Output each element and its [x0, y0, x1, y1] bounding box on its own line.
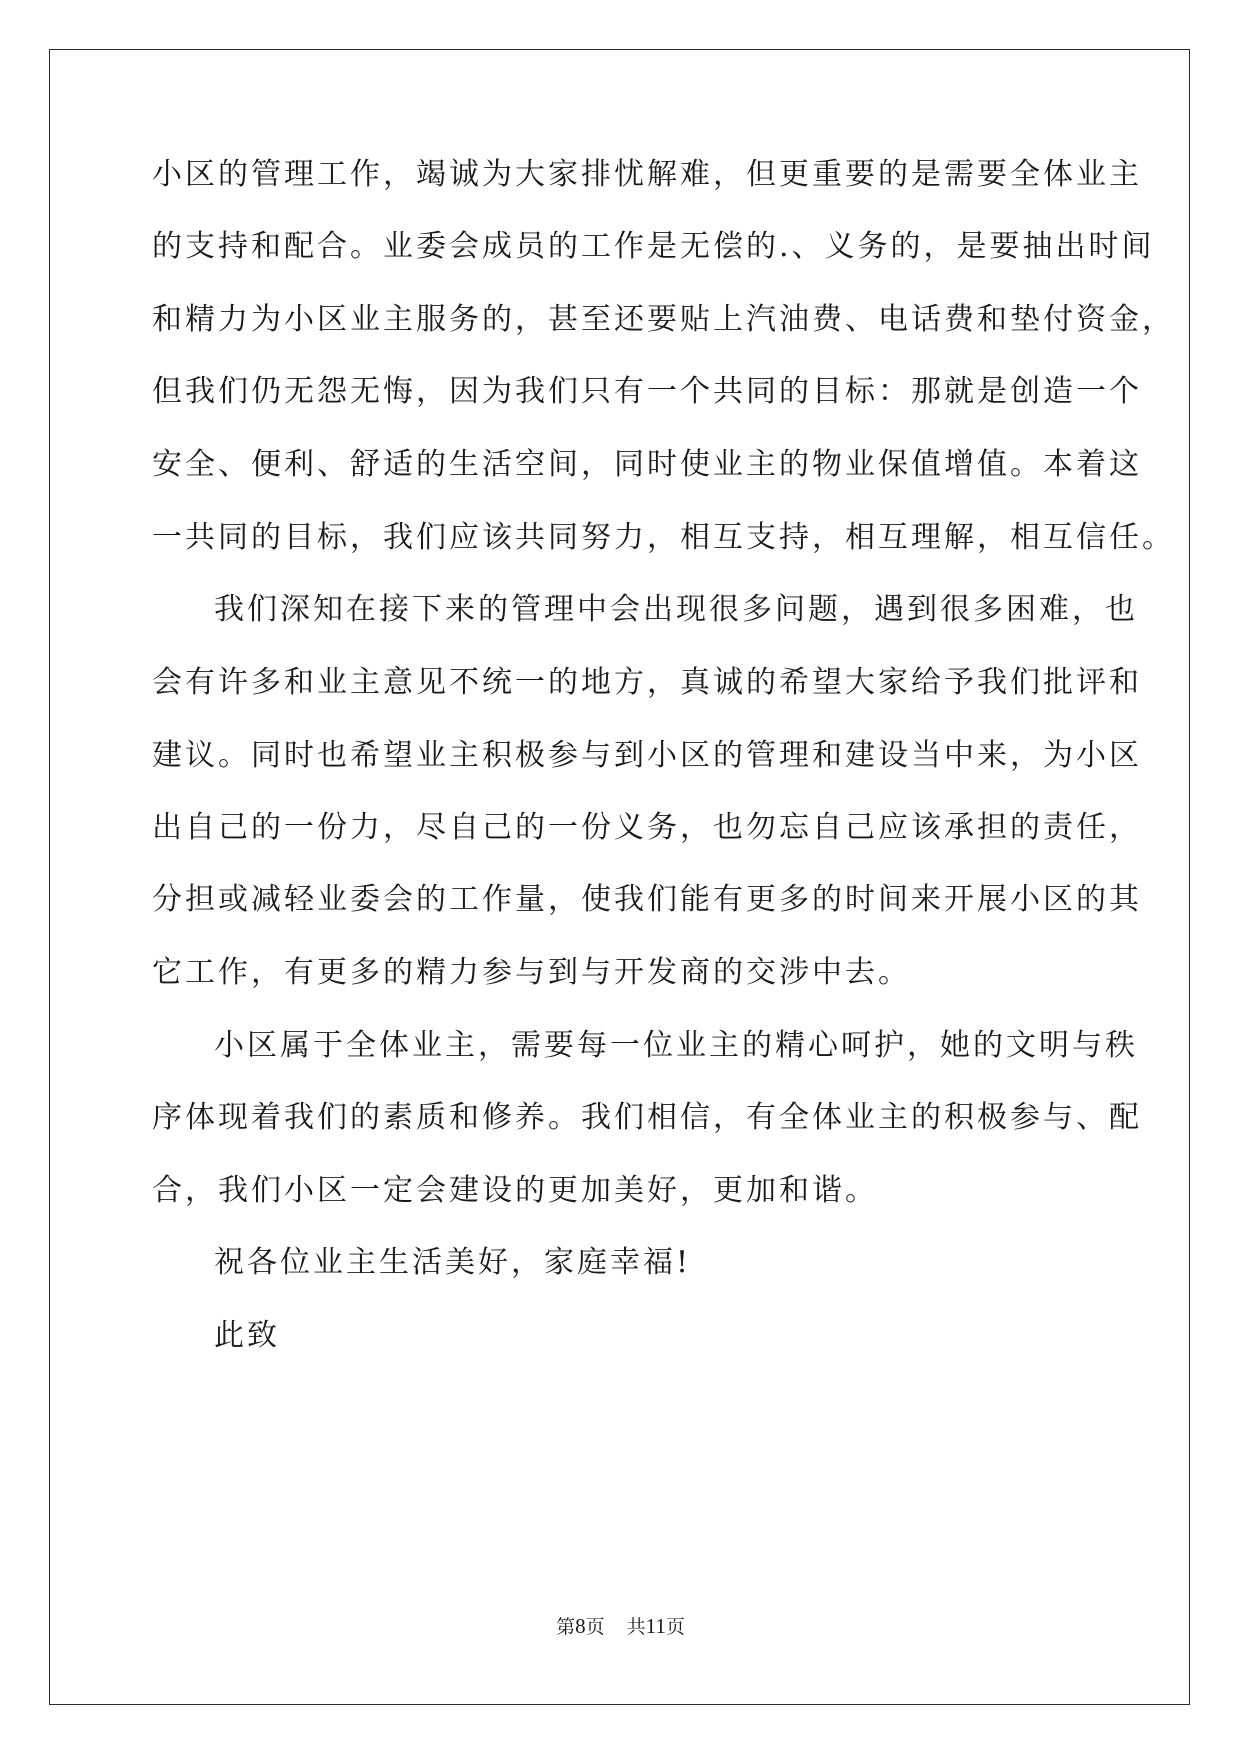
text-line: 会有许多和业主意见不统一的地方，真诚的希望大家给予我们批评和 [152, 665, 1142, 700]
text-line: 分担或减轻业委会的工作量，使我们能有更多的时间来开展小区的其 [152, 882, 1142, 917]
text-line: 它工作，有更多的精力参与到与开发商的交涉中去。 [152, 955, 911, 990]
text-line: 安全、便利、舒适的生活空间，同时使业主的物业保值增值。本着这 [152, 447, 1142, 482]
closing-line: 此致 [214, 1318, 280, 1353]
text-line: 一共同的目标，我们应该共同努力，相互支持，相互理解，相互信任。 [152, 520, 1175, 555]
text-line: 出自己的一份力，尽自己的一份义务，也勿忘自己应该承担的责任， [152, 810, 1142, 845]
page-label-suffix: 页 [585, 1617, 605, 1638]
text-line: 小区的管理工作，竭诚为大家排忧解难，但更重要的是需要全体业主 [152, 157, 1142, 192]
text-line: 合，我们小区一定会建设的更加美好，更加和谐。 [152, 1173, 878, 1208]
total-label-prefix: 共 [626, 1617, 646, 1638]
page-border [49, 49, 1190, 1705]
page-label-prefix: 第 [556, 1617, 576, 1638]
total-pages: 11 [645, 1614, 666, 1638]
text-line: 和精力为小区业主服务的，甚至还要贴上汽油费、电话费和垫付资金， [152, 302, 1175, 337]
paragraph-start-line: 小区属于全体业主，需要每一位业主的精心呵护，她的文明与秩 [214, 1028, 1138, 1063]
greeting-line: 祝各位业主生活美好，家庭幸福! [214, 1245, 692, 1280]
text-line: 的支持和配合。业委会成员的工作是无偿的.、义务的，是要抽出时间 [152, 229, 1155, 264]
text-line: 但我们仍无怨无悔，因为我们只有一个共同的目标：那就是创造一个 [152, 374, 1142, 409]
paragraph-start-line: 我们深知在接下来的管理中会出现很多问题，遇到很多困难，也 [214, 592, 1138, 627]
page-number: 8 [575, 1614, 586, 1638]
text-line: 建议。同时也希望业主积极参与到小区的管理和建设当中来，为小区 [152, 738, 1142, 773]
page-footer [0, 1614, 1241, 1640]
total-label-suffix: 页 [665, 1617, 685, 1638]
text-line: 序体现着我们的素质和修养。我们相信，有全体业主的积极参与、配 [152, 1100, 1142, 1135]
